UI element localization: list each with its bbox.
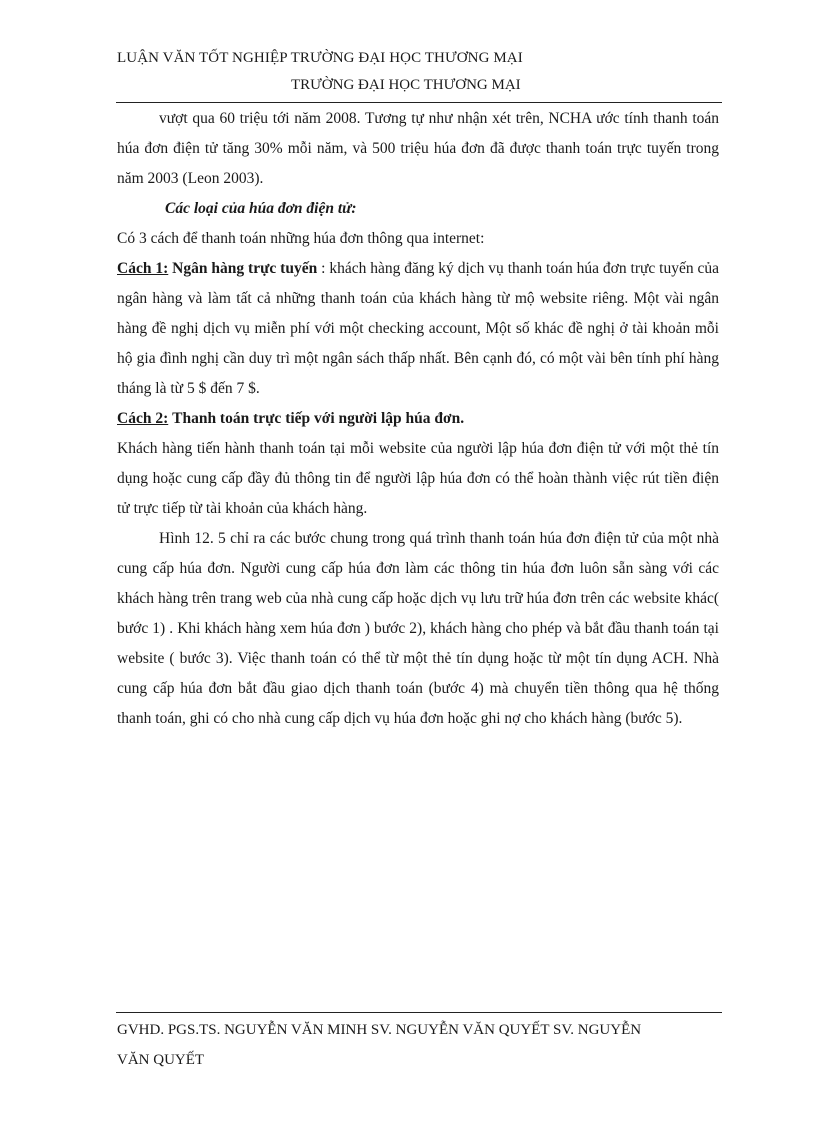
header-title: LUẬN VĂN TỐT NGHIỆP TRƯỜNG ĐẠI HỌC THƯƠNG MẠI [117,50,523,66]
paragraph-statistics: vượt qua 60 triệu tới năm 2008. Tương tự như nhận xét trên, NCHA ước tính thanh toán húa đơn điện tử tăng 30% mỗi năm, và 500 triệu húa đơn đã được thanh toán trực tuyến trong năm 2003 (Leon 2003). [117,110,719,187]
paragraph-method-1 [117,254,719,404]
method-1-title: Ngân hàng trực tuyến [172,260,318,277]
method-1-text: : khách hàng đăng ký dịch vụ thanh toán húa đơn trực tuyến của ngân hàng và làm tất cả những thanh toán của khách hàng từ mộ website riêng. Một vài ngân hàng đề nghị dịch vụ miễn phí với một checking account, Một số khác đề nghị ở tài khoản mỗi hộ gia đình nghị cần duy trì một ngân sách thấp nhất. Bên cạnh đó, có một vài bên tính phí hàng tháng là từ 5 $ đến 7 $. [117,260,720,397]
method-2-title: Thanh toán trực tiếp với người lập húa đơn. [172,410,465,427]
section-heading: Các loại của húa đơn điện tử: [165,200,357,217]
footer-text: GVHD. PGS.TS. NGUYỄN VĂN MINH SV. NGUYỄN VĂN QUYẾT SV. NGUYỄN VĂN QUYẾT [117,1022,642,1068]
paragraph-intro: Có 3 cách để thanh toán những húa đơn thông qua internet: [117,230,485,247]
page-body [117,104,719,734]
header-subtitle: TRƯỜNG ĐẠI HỌC THƯƠNG MẠI [291,77,521,93]
paragraph-figure-description: Hình 12. 5 chỉ ra các bước chung trong quá trình thanh toán húa đơn điện tử của một nhà cung cấp húa đơn. Người cung cấp húa đơn làm các thông tin húa đơn luôn sẵn sàng với các khách hàng trên trang web của nhà cung cấp hoặc dịch vụ lưu trữ húa đơn trên các website khác( bước 1) . Khi khách hàng xem húa đơn ) bước 2), khách hàng cho phép và bắt đầu thanh toán tại website ( bước 3). Việc thanh toán có thể từ một thẻ tín dụng hoặc từ một tín dụng ACH. Nhà cung cấp húa đơn bắt đầu giao dịch thanh toán (bước 4) mà chuyển tiền thông qua hệ thống thanh toán, ghi có cho nhà cung cấp dịch vụ húa đơn hoặc ghi nợ cho khách hàng (bước 5). [117,530,719,727]
method-2-label: Cách 2: [117,410,169,427]
method-1-label: Cách 1: [117,260,169,277]
header-divider [116,102,722,103]
paragraph-method-2-heading [117,404,719,434]
paragraph-method-2: Khách hàng tiến hành thanh toán tại mỗi website của người lập húa đơn điện tử với một thẻ tín dụng hoặc cung cấp đầy đủ thông tin để người lập húa đơn có thể hoàn thành việc rút tiền điện tử trực tiếp từ tài khoản của khách hàng. [117,440,719,517]
footer-divider [116,1012,722,1013]
